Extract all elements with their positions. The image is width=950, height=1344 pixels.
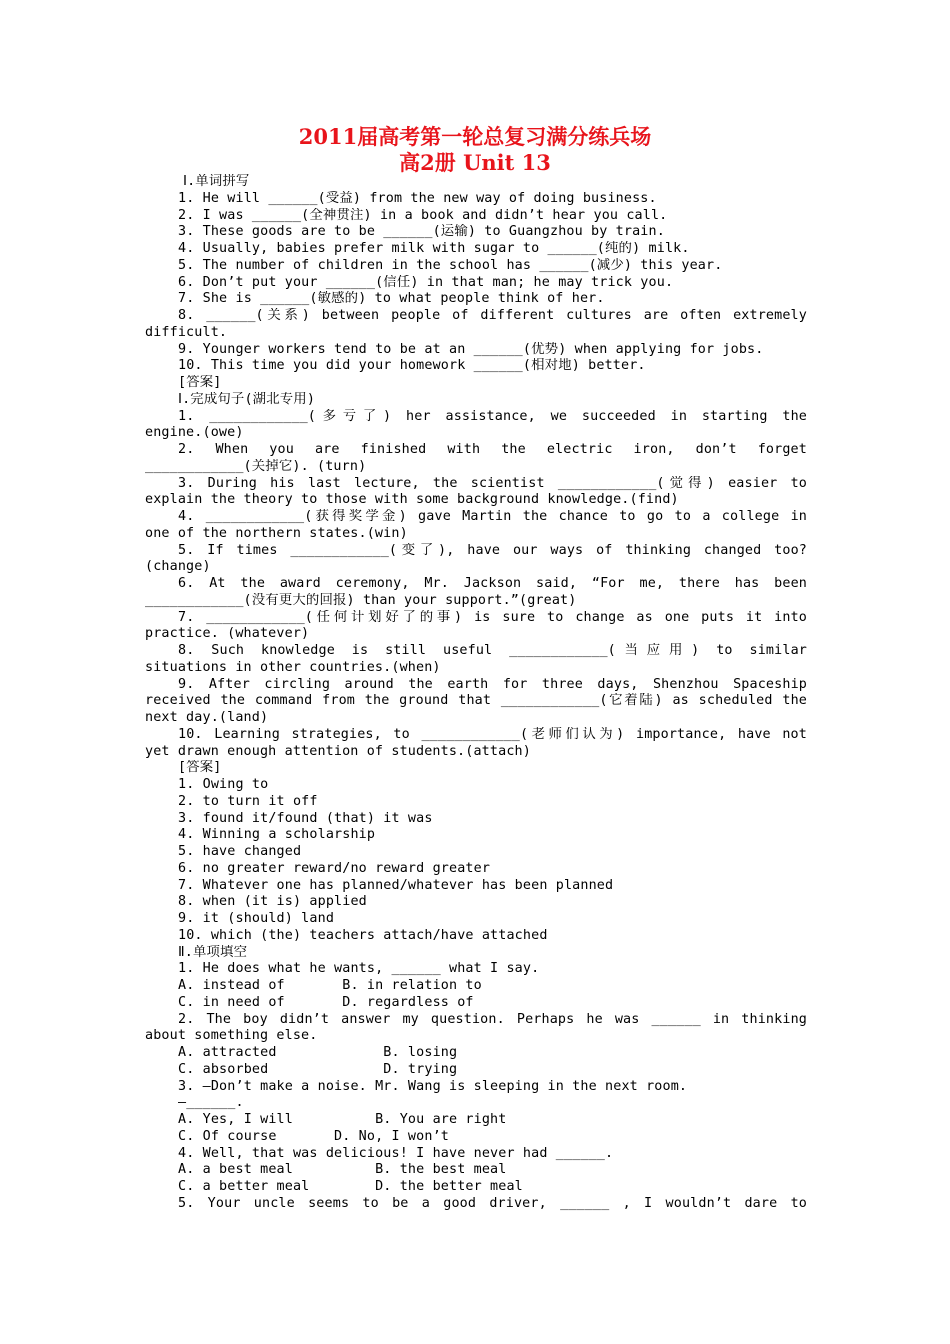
answer-line: 1. Owing to	[178, 777, 269, 792]
option-line: C. in need of D. regardless of	[178, 994, 474, 1010]
question-line: 1. He will ______(受益) from the new way of doing business.	[178, 190, 657, 206]
option-line: C. a better meal D. the better meal	[178, 1179, 523, 1194]
question-line: difficult.	[145, 324, 228, 340]
answer-label: [答案]	[178, 760, 222, 776]
option-line: C. absorbed D. trying	[178, 1061, 458, 1077]
question-line: 7. She is ______(敏感的) to what people think of her.	[178, 291, 605, 307]
option-line: A. Yes, I will B. You are right	[178, 1112, 507, 1127]
question-line: engine.(owe)	[145, 425, 244, 441]
question-line: 5. Your uncle seems to be a good driver, ______ , I wouldn’t dare to	[178, 1195, 807, 1211]
section-heading: Ⅱ.单项填空	[178, 944, 248, 960]
question-line: 10. Learning strategies, to ____________(老师们认为) importance, have not	[178, 726, 807, 742]
answer-line: 3. found it/found (that) it was	[178, 810, 433, 826]
section-heading: Ⅰ.完成句子(湖北专用)	[178, 391, 316, 407]
answer-line: 8. when (it is) applied	[178, 894, 367, 910]
document-title: 2011届高考第一轮总复习满分练兵场	[298, 124, 652, 149]
question-line: situations in other countries.(when)	[145, 659, 441, 675]
answer-line: 9. it (should) land	[178, 911, 335, 926]
answer-line: 7. Whatever one has planned/whatever has been planned	[178, 877, 614, 893]
question-line: 3. —Don’t make a noise. Mr. Wang is sleeping in the next room.	[178, 1078, 688, 1094]
question-line: 2. I was ______(全神贯注) in a book and didn’t hear you call.	[178, 207, 668, 223]
question-line: yet drawn enough attention of students.(attach)	[145, 743, 531, 759]
answer-line: 2. to turn it off	[178, 793, 318, 809]
document-body	[145, 174, 807, 1213]
question-line: 8. ______(关系) between people of different cultures are often extremely	[178, 308, 807, 323]
question-line: 9. After circling around the earth for three days, Shenzhou Spaceship	[178, 676, 807, 692]
question-line: ____________(没有更大的回报) than your support.”(great)	[145, 592, 577, 608]
answer-line: 6. no greater reward/no reward greater	[178, 860, 491, 876]
option-line: A. instead of B. in relation to	[178, 978, 482, 993]
answer-label: [答案]	[178, 375, 222, 390]
question-line: 2. When you are finished with the electric iron, don’t forget	[178, 442, 807, 457]
question-line: next day.(land)	[145, 710, 269, 725]
question-line: 3. During his last lecture, the scientist ____________(觉得) easier to	[178, 475, 807, 491]
question-line: 3. These goods are to be ______(运输) to Guangzhou by train.	[178, 224, 665, 240]
question-line: 6. At the award ceremony, Mr. Jackson said, “For me, there has been	[178, 576, 807, 591]
question-line: 6. Don’t put your ______(信任) in that man; he may trick you.	[178, 274, 674, 290]
question-line: 5. The number of children in the school has ______(减少) this year.	[178, 257, 723, 273]
option-line: A. a best meal B. the best meal	[178, 1162, 507, 1178]
question-line: 9. Younger workers tend to be at an ______(优势) when applying for jobs.	[178, 341, 764, 357]
question-line: 8. Such knowledge is still useful ____________(当应用) to similar	[178, 643, 807, 658]
question-line: 7. ____________(任何计划好了的事) is sure to change as one puts it into	[178, 609, 807, 625]
question-line: about something else.	[145, 1028, 318, 1044]
question-line: 4. Well, that was delicious! I have never had ______.	[178, 1145, 614, 1161]
question-line: explain the theory to those with some background knowledge.(find)	[145, 492, 679, 508]
question-line: —______.	[178, 1095, 244, 1111]
option-line: A. attracted B. losing	[178, 1045, 458, 1060]
option-line: C. Of course D. No, I won’t	[178, 1128, 449, 1144]
question-line: 4. ____________(获得奖学金) gave Martin the chance to go to a college in	[178, 509, 807, 524]
question-line: 1. He does what he wants, ______ what I say.	[178, 961, 540, 977]
answer-line: 5. have changed	[178, 844, 302, 859]
question-line: practice. (whatever)	[145, 626, 310, 642]
question-line: received the command from the ground that ____________(它着陆) as scheduled the	[145, 693, 807, 709]
question-line: (change)	[145, 559, 211, 575]
answer-line: 10. which (the) teachers attach/have attached	[178, 927, 548, 943]
question-line: one of the northern states.(win)	[145, 525, 408, 541]
question-line: ____________(关掉它). (turn)	[145, 458, 367, 474]
question-line: 1. ____________(多亏了) her assistance, we succeeded in starting the	[178, 408, 807, 424]
answer-line: 4. Winning a scholarship	[178, 827, 376, 843]
section-heading: Ⅰ.单词拼写	[183, 174, 250, 189]
question-line: 4. Usually, babies prefer milk with sugar to ______(纯的) milk.	[178, 241, 690, 256]
question-line: 5. If times ____________(变了), have our ways of thinking changed too?	[178, 542, 807, 558]
question-line: 10. This time you did your homework ______(相对地) better.	[178, 358, 646, 374]
document-subtitle: 高2册 Unit 13	[399, 150, 551, 175]
question-line: 2. The boy didn’t answer my question. Perhaps he was ______ in thinking	[178, 1011, 807, 1027]
